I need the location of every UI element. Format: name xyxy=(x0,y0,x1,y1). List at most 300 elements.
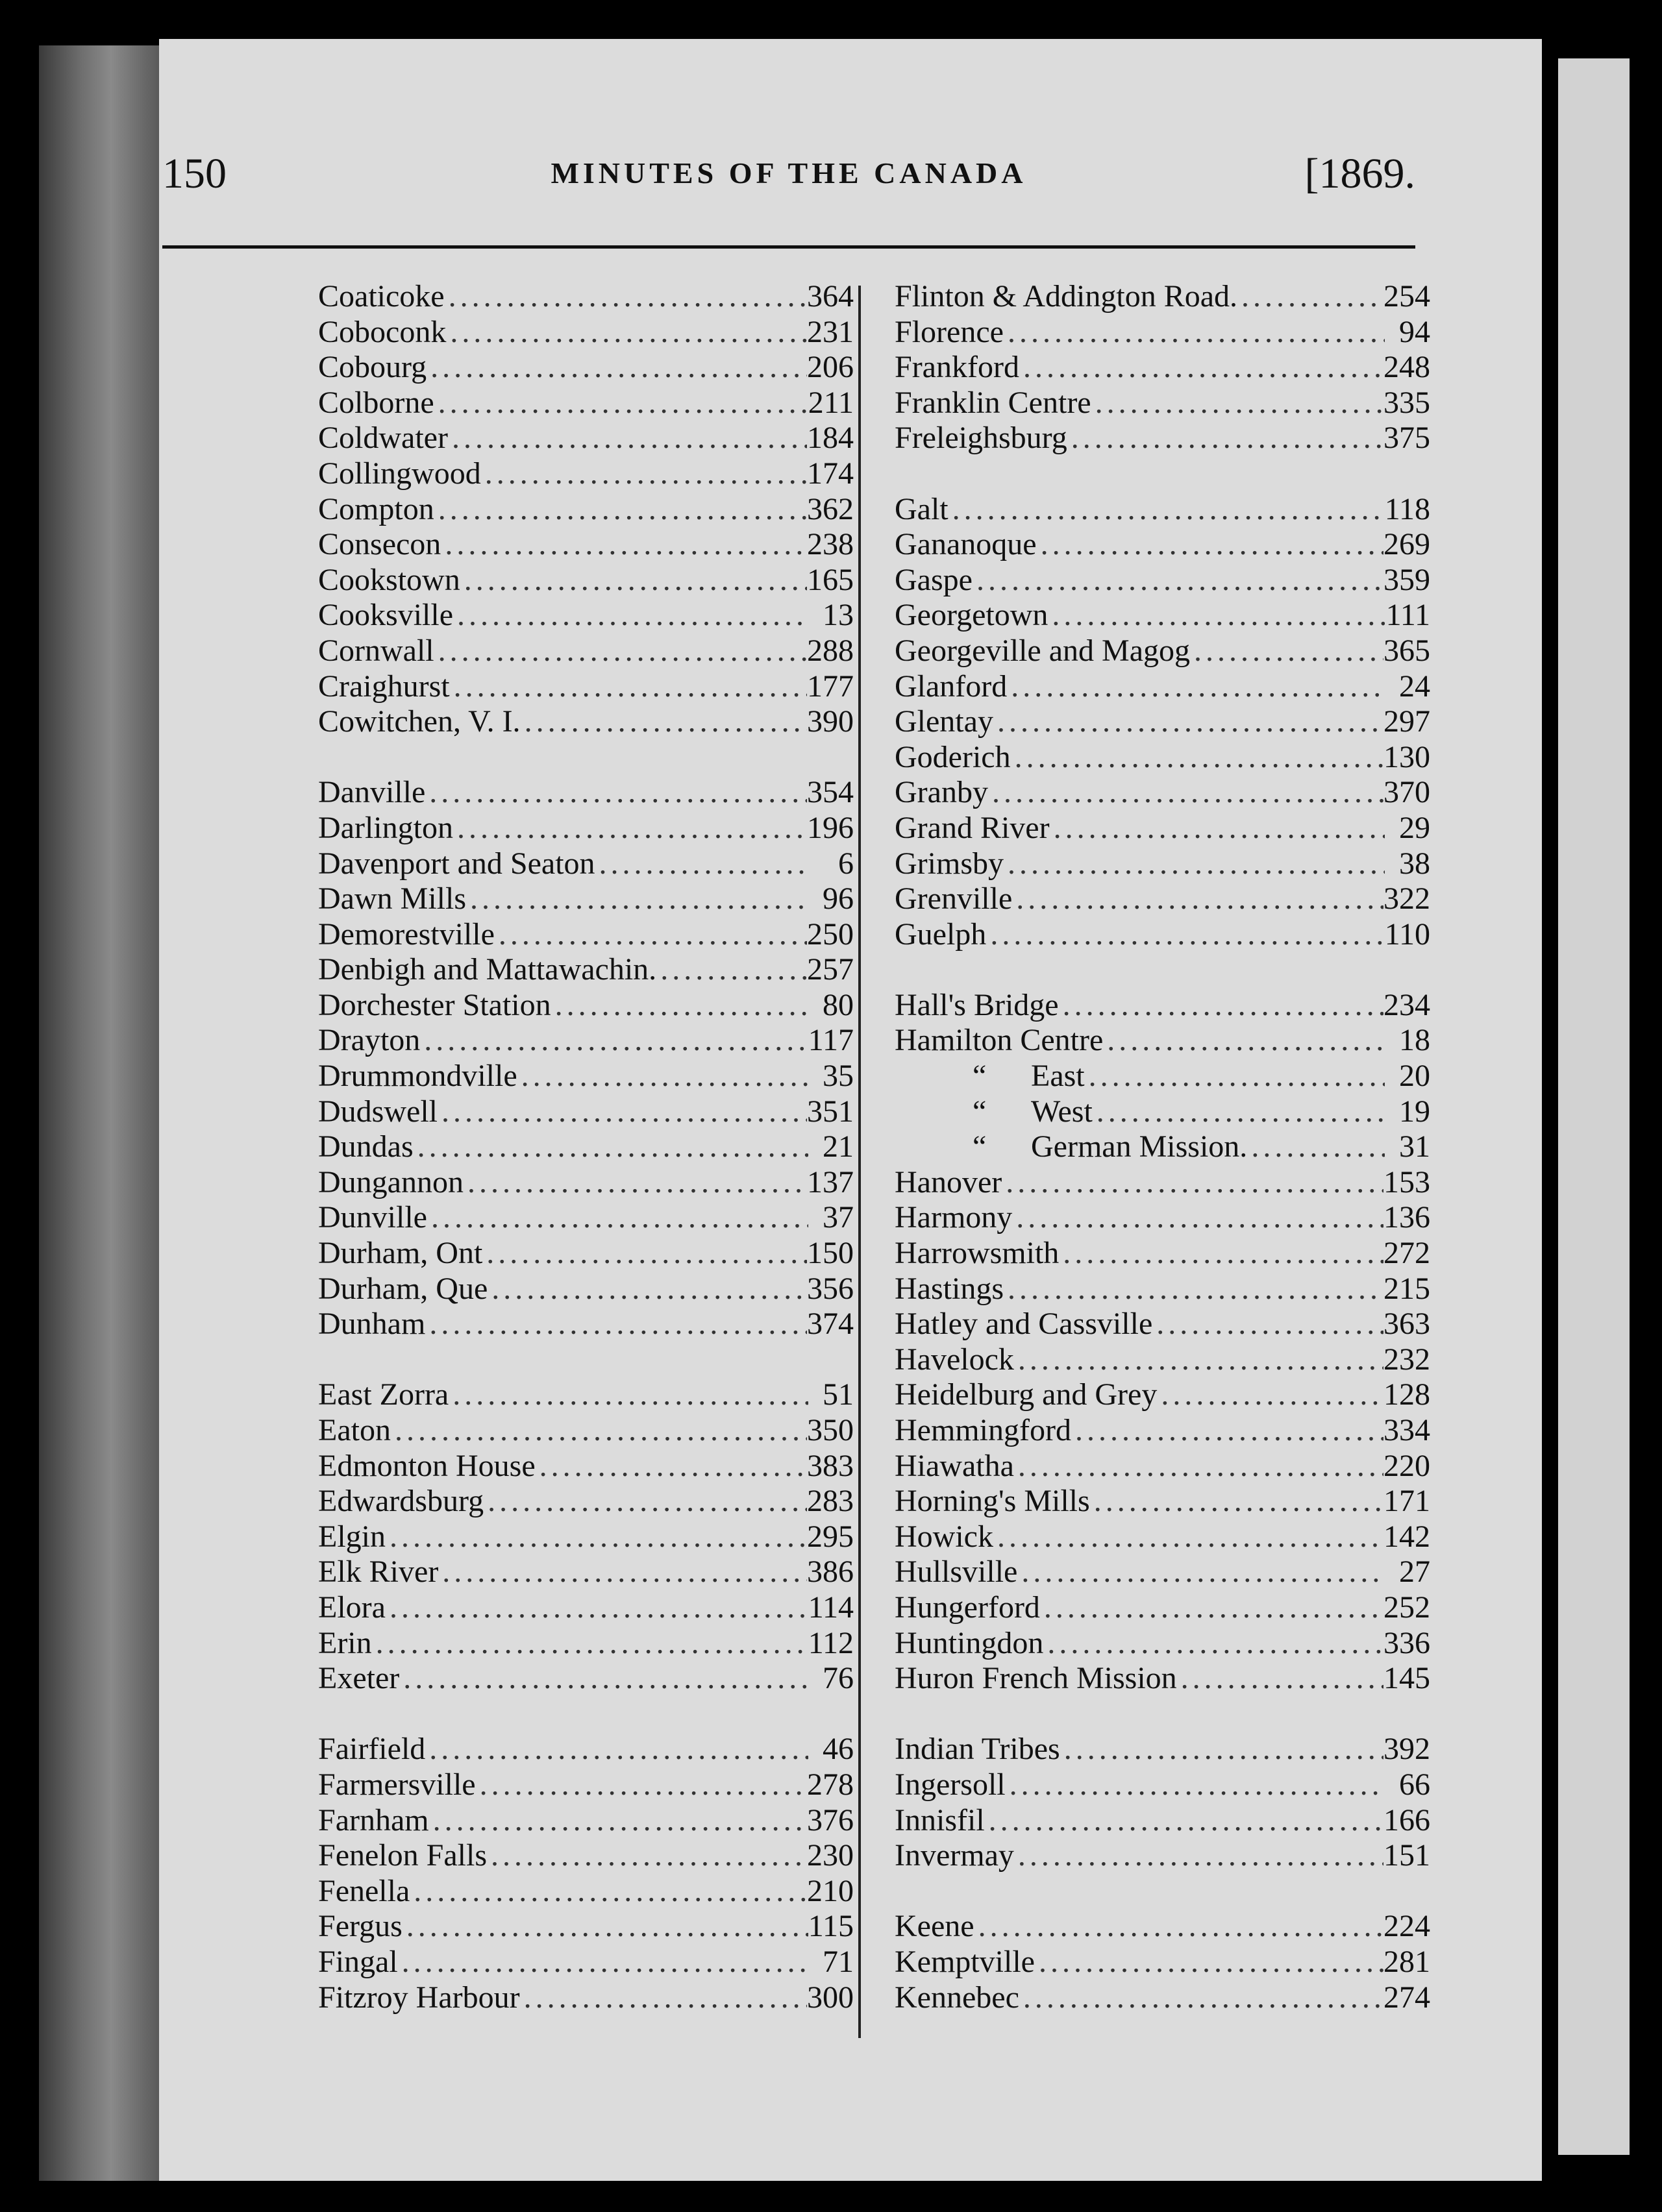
entry-number: 374 xyxy=(807,1307,854,1342)
entry-number: 37 xyxy=(823,1200,854,1235)
dot-leader xyxy=(460,563,807,598)
entry-number: 27 xyxy=(1399,1555,1430,1590)
entry-number: 283 xyxy=(807,1484,854,1519)
dot-leader xyxy=(453,811,807,846)
index-entry xyxy=(895,1484,1430,1519)
dot-leader xyxy=(464,1165,807,1201)
dot-leader xyxy=(1011,740,1383,776)
entry-name: Flinton & Addington Road. xyxy=(895,279,1238,313)
entry-number: 211 xyxy=(808,385,854,420)
dot-leader xyxy=(425,775,807,811)
dot-leader xyxy=(656,952,807,988)
dot-leader xyxy=(448,421,807,456)
entry-name: Grenville xyxy=(895,881,1013,916)
index-entry xyxy=(318,1803,854,1839)
dot-leader xyxy=(495,917,807,953)
dot-leader xyxy=(1157,1377,1383,1413)
entry-name: Fingal xyxy=(318,1944,398,1979)
section-gap xyxy=(318,740,854,776)
entry-number: 96 xyxy=(823,881,854,916)
index-entry xyxy=(895,633,1430,669)
index-entry xyxy=(318,279,854,315)
dot-leader xyxy=(1037,527,1383,563)
entry-name: Guelph xyxy=(895,916,987,952)
index-entry xyxy=(318,1094,854,1130)
index-entry xyxy=(318,1767,854,1803)
entry-number: 115 xyxy=(808,1909,854,1944)
entry-name: Franklin Centre xyxy=(895,385,1091,420)
index-entry xyxy=(895,1555,1430,1590)
index-entry xyxy=(318,563,854,598)
index-entry xyxy=(895,846,1430,882)
entry-number: 112 xyxy=(808,1625,854,1660)
entry-number: 166 xyxy=(1383,1802,1430,1837)
dot-leader xyxy=(1059,988,1383,1024)
entry-number: 248 xyxy=(1383,350,1430,385)
index-entry xyxy=(895,1023,1430,1059)
entry-number: 354 xyxy=(807,775,854,810)
entry-name: Florence xyxy=(895,314,1004,349)
index-entry xyxy=(318,669,854,705)
entry-name: Drayton xyxy=(318,1023,421,1058)
index-entry xyxy=(318,1838,854,1874)
dot-leader xyxy=(487,1838,807,1874)
dot-leader xyxy=(450,669,807,705)
section-gap xyxy=(318,1342,854,1378)
entry-name: Hall's Bridge xyxy=(895,987,1059,1022)
index-entry xyxy=(318,775,854,811)
entry-name: Glentay xyxy=(895,704,993,739)
index-entry xyxy=(895,279,1430,315)
entry-number: 80 xyxy=(823,987,854,1022)
dot-leader xyxy=(1002,1165,1383,1201)
dot-leader xyxy=(372,1626,808,1662)
dot-leader xyxy=(441,527,807,563)
section-gap xyxy=(895,1697,1430,1732)
entry-name: Durham, Ont xyxy=(318,1236,483,1271)
entry-number: 13 xyxy=(823,598,854,633)
dot-leader xyxy=(410,1874,807,1910)
entry-name: Freleighsburg xyxy=(895,421,1067,456)
entry-number: 252 xyxy=(1383,1590,1430,1625)
entry-number: 250 xyxy=(807,916,854,952)
entry-name: Hamilton Centre xyxy=(895,1023,1104,1058)
entry-name: Erin xyxy=(318,1625,372,1660)
entry-name: Hullsville xyxy=(895,1555,1018,1590)
entry-number: 94 xyxy=(1399,314,1430,349)
entry-name: Galt xyxy=(895,491,949,526)
index-entry xyxy=(895,1200,1430,1236)
entry-name: Coboconk xyxy=(318,314,447,349)
dot-leader xyxy=(536,1449,807,1484)
entry-number: 46 xyxy=(823,1732,854,1767)
dot-leader xyxy=(1060,1732,1383,1767)
index-entry xyxy=(318,598,854,633)
dot-leader xyxy=(1048,598,1385,633)
entry-name: West xyxy=(1031,1094,1093,1129)
section-gap xyxy=(895,952,1430,988)
entry-number: 322 xyxy=(1383,881,1430,916)
index-entry xyxy=(318,988,854,1024)
index-entry xyxy=(318,350,854,386)
index-entry xyxy=(895,740,1430,776)
dot-leader xyxy=(425,1307,807,1342)
entry-number: 231 xyxy=(807,314,854,349)
page-number: 150 xyxy=(162,150,227,197)
index-entry xyxy=(895,1449,1430,1484)
entry-number: 350 xyxy=(807,1413,854,1447)
entry-number: 234 xyxy=(1383,987,1430,1022)
dot-leader xyxy=(1071,1413,1383,1449)
dot-leader xyxy=(420,1023,808,1059)
dot-leader xyxy=(466,881,808,917)
index-entry xyxy=(895,1377,1430,1413)
entry-name: Gananoque xyxy=(895,527,1037,562)
dot-leader xyxy=(391,1413,807,1449)
entry-number: 383 xyxy=(807,1448,854,1483)
dot-leader xyxy=(595,846,808,882)
dot-leader xyxy=(517,1059,808,1094)
dot-leader xyxy=(386,1590,808,1626)
dot-leader xyxy=(1050,811,1385,846)
entry-number: 118 xyxy=(1384,491,1430,526)
index-entry xyxy=(895,1059,1430,1094)
entry-number: 76 xyxy=(823,1661,854,1696)
entry-name: Edwardsburg xyxy=(318,1484,484,1519)
entry-number: 288 xyxy=(807,633,854,668)
entry-number: 177 xyxy=(807,669,854,704)
entry-number: 363 xyxy=(1383,1307,1430,1342)
entry-name: Elgin xyxy=(318,1519,386,1554)
index-entry xyxy=(895,1909,1430,1945)
column-divider xyxy=(858,286,861,2038)
entry-name: Durham, Que xyxy=(318,1271,488,1306)
entry-name: Heidelburg and Grey xyxy=(895,1377,1158,1412)
entry-number: 35 xyxy=(823,1059,854,1094)
index-entry xyxy=(895,1838,1430,1874)
dot-leader xyxy=(434,633,807,669)
entry-number: 278 xyxy=(807,1767,854,1802)
index-entry xyxy=(895,1519,1430,1555)
entry-number: 117 xyxy=(808,1023,854,1058)
dot-leader xyxy=(974,1909,1383,1945)
dot-leader xyxy=(1019,1980,1383,2016)
dot-leader xyxy=(425,1732,808,1767)
index-entry xyxy=(318,1626,854,1662)
dot-leader xyxy=(988,775,1383,811)
index-entry xyxy=(895,704,1430,740)
index-entry xyxy=(318,527,854,563)
entry-number: 220 xyxy=(1383,1448,1430,1483)
index-entry xyxy=(895,1767,1430,1803)
index-entry xyxy=(318,1236,854,1272)
index-entry xyxy=(895,492,1430,528)
dot-leader xyxy=(1067,421,1383,456)
index-entry xyxy=(895,527,1430,563)
index-entry xyxy=(318,704,854,740)
dot-leader xyxy=(399,1661,808,1697)
entry-name: Harmony xyxy=(895,1200,1013,1235)
entry-number: 359 xyxy=(1383,562,1430,597)
entry-name: Consecon xyxy=(318,527,441,562)
dot-leader xyxy=(438,1555,807,1590)
entry-number: 238 xyxy=(807,527,854,562)
entry-name: German Mission. xyxy=(1031,1129,1248,1164)
index-entry xyxy=(895,1626,1430,1662)
entry-name: Frankford xyxy=(895,350,1019,385)
index-entry xyxy=(318,1980,854,2016)
dot-leader xyxy=(481,456,807,492)
entry-name: Havelock xyxy=(895,1342,1014,1377)
entry-name: Huron French Mission xyxy=(895,1661,1177,1696)
entry-name: Cowitchen, V. I. xyxy=(318,704,521,739)
index-entry xyxy=(318,1449,854,1484)
dot-leader xyxy=(1035,1945,1383,1980)
dot-leader xyxy=(484,1484,807,1519)
dot-leader xyxy=(1190,633,1383,669)
index-entry xyxy=(895,1129,1430,1165)
entry-name: Fairfield xyxy=(318,1732,426,1767)
index-entry xyxy=(318,1165,854,1201)
index-entry xyxy=(895,917,1430,953)
entry-name: Denbigh and Mattawachin. xyxy=(318,952,657,987)
index-entry xyxy=(895,1342,1430,1378)
index-entry xyxy=(318,1377,854,1413)
entry-number: 232 xyxy=(1383,1342,1430,1377)
entry-number: 114 xyxy=(808,1590,854,1625)
entry-number: 356 xyxy=(807,1271,854,1306)
index-entry xyxy=(318,315,854,350)
index-entry xyxy=(895,1236,1430,1272)
entry-number: 18 xyxy=(1399,1023,1430,1058)
dot-leader xyxy=(1237,279,1383,315)
entry-number: 153 xyxy=(1383,1164,1430,1199)
index-entry xyxy=(318,1059,854,1094)
entry-name: Fergus xyxy=(318,1909,403,1944)
dot-leader xyxy=(993,704,1383,740)
index-entry xyxy=(318,1661,854,1697)
entry-name: Dungannon xyxy=(318,1164,464,1199)
dot-leader xyxy=(1177,1661,1383,1697)
index-entry xyxy=(318,421,854,456)
dot-leader xyxy=(434,386,808,421)
dot-leader xyxy=(429,1803,807,1839)
entry-number: 196 xyxy=(807,810,854,845)
entry-name: Fenelon Falls xyxy=(318,1838,487,1873)
dot-leader xyxy=(446,315,807,350)
entry-number: 145 xyxy=(1383,1661,1430,1696)
dot-leader xyxy=(398,1945,808,1980)
index-entry xyxy=(318,846,854,882)
dot-leader xyxy=(482,1236,807,1272)
dot-leader xyxy=(1017,1555,1385,1590)
dot-leader xyxy=(1014,1449,1383,1484)
entry-name: Georgeville and Magog xyxy=(895,633,1190,668)
entry-number: 300 xyxy=(807,1980,854,2015)
index-entry xyxy=(318,1519,854,1555)
index-entry xyxy=(895,1980,1430,2016)
entry-name: Cobourg xyxy=(318,350,427,385)
index-entry xyxy=(895,421,1430,456)
entry-number: 390 xyxy=(807,704,854,739)
entry-number: 375 xyxy=(1383,421,1430,456)
index-entry xyxy=(895,563,1430,598)
entry-number: 206 xyxy=(807,350,854,385)
entry-number: 130 xyxy=(1383,739,1430,774)
entry-name: Harrowsmith xyxy=(895,1236,1060,1271)
index-entry xyxy=(318,1023,854,1059)
entry-name: Cooksville xyxy=(318,598,454,633)
entry-name: Hiawatha xyxy=(895,1448,1014,1483)
entry-number: 351 xyxy=(807,1094,854,1129)
section-gap xyxy=(318,1697,854,1732)
entry-number: 272 xyxy=(1383,1236,1430,1271)
entry-name: Coldwater xyxy=(318,421,448,456)
header-rule xyxy=(162,245,1415,249)
entry-name: Fitzroy Harbour xyxy=(318,1980,520,2015)
entry-number: 215 xyxy=(1383,1271,1430,1306)
entry-number: 335 xyxy=(1383,385,1430,420)
entry-number: 31 xyxy=(1399,1129,1430,1164)
index-entry xyxy=(318,1413,854,1449)
dot-leader xyxy=(453,598,808,633)
index-entry xyxy=(895,598,1430,633)
dot-leader xyxy=(403,1909,808,1945)
entry-name: Hemmingford xyxy=(895,1413,1071,1447)
entry-name: East Zorra xyxy=(318,1377,449,1412)
entry-name: Innisfil xyxy=(895,1802,985,1837)
entry-name: Colborne xyxy=(318,385,434,420)
entry-name: Demorestville xyxy=(318,916,495,952)
entry-name: Cornwall xyxy=(318,633,434,668)
index-entry xyxy=(895,315,1430,350)
entry-number: 19 xyxy=(1399,1094,1430,1129)
dot-leader xyxy=(1103,1023,1385,1059)
book-page-edge xyxy=(39,45,159,2181)
dot-leader xyxy=(986,917,1384,953)
dot-leader xyxy=(1152,1307,1383,1342)
index-entry xyxy=(318,1555,854,1590)
entry-name: Kemptville xyxy=(895,1944,1035,1979)
index-entry xyxy=(895,1094,1430,1130)
entry-number: 137 xyxy=(807,1164,854,1199)
dot-leader xyxy=(1059,1236,1383,1272)
entry-number: 184 xyxy=(807,421,854,456)
dot-leader xyxy=(1040,1590,1383,1626)
index-entry xyxy=(318,1945,854,1980)
index-entry xyxy=(895,669,1430,705)
dot-leader xyxy=(438,1094,807,1130)
dot-leader xyxy=(551,988,808,1024)
dot-leader xyxy=(1093,1094,1385,1130)
entry-name: Danville xyxy=(318,775,426,810)
entry-name: Eaton xyxy=(318,1413,391,1447)
ditto-mark: “ xyxy=(973,1129,987,1164)
index-entry xyxy=(318,633,854,669)
entry-number: 297 xyxy=(1383,704,1430,739)
entry-name: Goderich xyxy=(895,739,1011,774)
entry-name: Grand River xyxy=(895,810,1050,845)
entry-name: Dorchester Station xyxy=(318,987,551,1022)
dot-leader xyxy=(1007,669,1385,705)
index-entry xyxy=(895,1803,1430,1839)
index-entry xyxy=(318,1484,854,1519)
entry-number: 210 xyxy=(807,1873,854,1908)
dot-leader xyxy=(1014,1342,1383,1378)
dot-leader xyxy=(445,279,807,315)
entry-number: 20 xyxy=(1399,1059,1430,1094)
entry-number: 171 xyxy=(1383,1484,1430,1519)
dot-leader xyxy=(488,1272,807,1307)
entry-number: 21 xyxy=(823,1129,854,1164)
entry-name: Dunham xyxy=(318,1307,426,1342)
dot-leader xyxy=(434,492,807,528)
entry-name: Dunville xyxy=(318,1200,427,1235)
entry-number: 269 xyxy=(1383,527,1430,562)
entry-name: Compton xyxy=(318,491,434,526)
index-column-right xyxy=(895,279,1430,2015)
entry-name: Invermay xyxy=(895,1838,1014,1873)
dot-leader xyxy=(1004,1272,1383,1307)
entry-name: Edmonton House xyxy=(318,1448,536,1483)
entry-name: Howick xyxy=(895,1519,993,1554)
dot-leader xyxy=(1085,1059,1385,1094)
entry-number: 136 xyxy=(1383,1200,1430,1235)
entry-number: 257 xyxy=(807,952,854,987)
entry-number: 334 xyxy=(1383,1413,1430,1447)
index-entry xyxy=(895,811,1430,846)
entry-number: 295 xyxy=(807,1519,854,1554)
entry-name: Darlington xyxy=(318,810,453,845)
index-entry xyxy=(318,811,854,846)
entry-number: 365 xyxy=(1383,633,1430,668)
entry-number: 392 xyxy=(1383,1732,1430,1767)
entry-number: 364 xyxy=(807,279,854,313)
dot-leader xyxy=(427,350,807,386)
entry-number: 165 xyxy=(807,562,854,597)
entry-name: Farnham xyxy=(318,1802,429,1837)
index-entry xyxy=(318,881,854,917)
dot-leader xyxy=(476,1767,807,1803)
dot-leader xyxy=(520,1980,807,2016)
index-entry xyxy=(318,1909,854,1945)
entry-name: Gaspe xyxy=(895,562,973,597)
index-entry xyxy=(895,988,1430,1024)
entry-name: East xyxy=(1031,1059,1085,1094)
entry-name: Davenport and Seaton xyxy=(318,846,595,881)
entry-name: Coaticoke xyxy=(318,279,445,313)
running-year: [1869. xyxy=(1304,150,1415,197)
entry-name: Dudswell xyxy=(318,1094,438,1129)
dot-leader xyxy=(1043,1626,1383,1662)
index-entry xyxy=(318,386,854,421)
entry-number: 230 xyxy=(807,1838,854,1873)
dot-leader xyxy=(985,1803,1383,1839)
index-entry xyxy=(895,1661,1430,1697)
dot-leader xyxy=(386,1519,807,1555)
dot-leader xyxy=(1006,1767,1385,1803)
entry-name: Elk River xyxy=(318,1555,439,1590)
index-entry xyxy=(895,1590,1430,1626)
entry-name: Hastings xyxy=(895,1271,1004,1306)
entry-number: 386 xyxy=(807,1555,854,1590)
ditto-mark: “ xyxy=(973,1094,987,1129)
entry-number: 6 xyxy=(838,846,854,881)
adjacent-page-edge xyxy=(1558,58,1630,2155)
index-entry xyxy=(318,1272,854,1307)
entry-number: 376 xyxy=(807,1802,854,1837)
entry-name: Fenella xyxy=(318,1873,410,1908)
